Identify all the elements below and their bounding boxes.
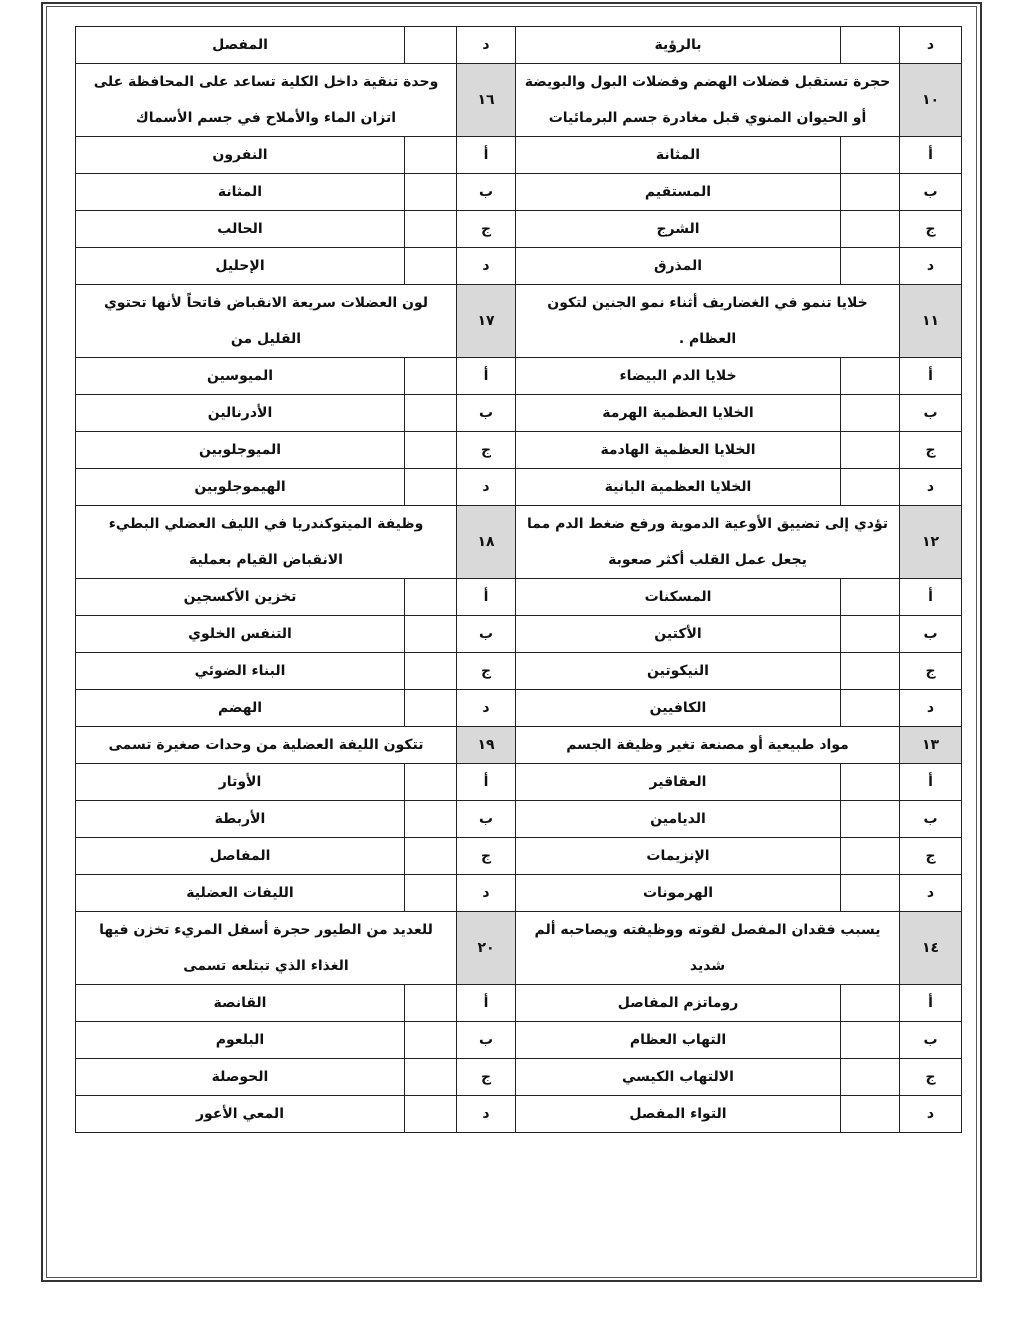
option-row bbox=[76, 248, 962, 285]
option-row bbox=[76, 616, 962, 653]
option-text: الإنزيمات bbox=[516, 838, 841, 875]
option-letter: ب bbox=[900, 616, 962, 653]
answer-blank bbox=[841, 137, 900, 174]
question-row bbox=[76, 506, 962, 579]
option-letter: ب bbox=[457, 395, 516, 432]
option-letter: أ bbox=[457, 579, 516, 616]
option-text: الديامين bbox=[516, 801, 841, 838]
answer-blank bbox=[841, 211, 900, 248]
question-number: ١١ bbox=[900, 285, 962, 358]
option-letter: ج bbox=[457, 432, 516, 469]
option-text: بالرؤية bbox=[516, 27, 841, 64]
answer-blank bbox=[405, 875, 457, 912]
option-text: المسكنات bbox=[516, 579, 841, 616]
option-row bbox=[76, 137, 962, 174]
footer-fragment bbox=[96, 1306, 156, 1320]
option-text: التنفس الخلوي bbox=[76, 616, 405, 653]
option-letter: د bbox=[457, 875, 516, 912]
question-row bbox=[76, 912, 962, 985]
option-text: الخلايا العظمية الهرمة bbox=[516, 395, 841, 432]
answer-blank bbox=[405, 1059, 457, 1096]
question-text: حجرة تستقبل فضلات الهضم وفضلات البول والبويضة أو الحيوان المنوي قبل مغادرة جسم البرمائيات bbox=[516, 64, 900, 137]
option-letter: د bbox=[900, 27, 962, 64]
answer-blank bbox=[841, 1022, 900, 1059]
answer-blank bbox=[841, 469, 900, 506]
option-text: المفصل bbox=[76, 27, 405, 64]
answer-blank bbox=[405, 432, 457, 469]
answer-blank bbox=[405, 1022, 457, 1059]
option-text: خلايا الدم البيضاء bbox=[516, 358, 841, 395]
option-text: الميوجلوبين bbox=[76, 432, 405, 469]
option-row bbox=[76, 1059, 962, 1096]
answer-blank bbox=[405, 395, 457, 432]
option-row bbox=[76, 579, 962, 616]
option-text: المعي الأعور bbox=[76, 1096, 405, 1133]
option-text: الكافيين bbox=[516, 690, 841, 727]
option-text: الخلايا العظمية البانية bbox=[516, 469, 841, 506]
answer-blank bbox=[405, 248, 457, 285]
option-letter: د bbox=[457, 690, 516, 727]
option-text: المثانة bbox=[76, 174, 405, 211]
option-letter: د bbox=[457, 248, 516, 285]
option-letter: د bbox=[900, 690, 962, 727]
question-text: تتكون الليفة العضلية من وحدات صغيرة تسمى bbox=[76, 727, 457, 764]
questions-table-body bbox=[76, 27, 962, 1133]
option-text: النفرون bbox=[76, 137, 405, 174]
option-letter: ج bbox=[457, 653, 516, 690]
answer-blank bbox=[841, 248, 900, 285]
option-text: تخزين الأكسجين bbox=[76, 579, 405, 616]
question-text: وظيفة الميتوكندريا في الليف العضلي البطيء الانقباض القيام بعملية bbox=[76, 506, 457, 579]
answer-blank bbox=[841, 579, 900, 616]
question-number: ١٤ bbox=[900, 912, 962, 985]
answer-blank bbox=[841, 838, 900, 875]
question-text: للعديد من الطيور حجرة أسفل المريء تخزن فيها الغذاء الذي تبتلعه تسمى bbox=[76, 912, 457, 985]
answer-blank bbox=[405, 27, 457, 64]
answer-blank bbox=[405, 211, 457, 248]
option-letter: ب bbox=[900, 1022, 962, 1059]
answer-blank bbox=[405, 764, 457, 801]
answer-blank bbox=[841, 653, 900, 690]
answer-blank bbox=[841, 432, 900, 469]
question-number: ١٦ bbox=[457, 64, 516, 137]
question-row bbox=[76, 727, 962, 764]
option-text: روماتزم المفاصل bbox=[516, 985, 841, 1022]
option-letter: أ bbox=[900, 579, 962, 616]
option-text: الحوصلة bbox=[76, 1059, 405, 1096]
option-row bbox=[76, 764, 962, 801]
option-text: الالتهاب الكيسي bbox=[516, 1059, 841, 1096]
option-letter: ج bbox=[457, 211, 516, 248]
option-letter: ج bbox=[900, 653, 962, 690]
answer-blank bbox=[405, 801, 457, 838]
option-row bbox=[76, 985, 962, 1022]
answer-blank bbox=[405, 137, 457, 174]
option-row bbox=[76, 395, 962, 432]
option-row bbox=[76, 838, 962, 875]
answer-blank bbox=[405, 358, 457, 395]
option-letter: أ bbox=[900, 985, 962, 1022]
question-number: ١٠ bbox=[900, 64, 962, 137]
question-number: ١٨ bbox=[457, 506, 516, 579]
option-letter: ج bbox=[900, 211, 962, 248]
option-text: التهاب العظام bbox=[516, 1022, 841, 1059]
question-number: ١٢ bbox=[900, 506, 962, 579]
answer-blank bbox=[841, 1059, 900, 1096]
option-text: التواء المفصل bbox=[516, 1096, 841, 1133]
option-row bbox=[76, 358, 962, 395]
option-letter: د bbox=[900, 248, 962, 285]
option-text: الخلايا العظمية الهادمة bbox=[516, 432, 841, 469]
option-text: الأكتين bbox=[516, 616, 841, 653]
option-row bbox=[76, 432, 962, 469]
option-letter: ب bbox=[900, 395, 962, 432]
option-text: المذرق bbox=[516, 248, 841, 285]
option-text: الشرج bbox=[516, 211, 841, 248]
answer-blank bbox=[405, 616, 457, 653]
answer-blank bbox=[841, 395, 900, 432]
option-row bbox=[76, 27, 962, 64]
option-letter: د bbox=[900, 875, 962, 912]
option-letter: أ bbox=[457, 137, 516, 174]
option-text: الأربطة bbox=[76, 801, 405, 838]
option-letter: ج bbox=[900, 1059, 962, 1096]
question-text: تؤدي إلى تضييق الأوعية الدموية ورفع ضغط الدم مما يجعل عمل القلب أكثر صعوبة bbox=[516, 506, 900, 579]
option-text: الإحليل bbox=[76, 248, 405, 285]
option-letter: أ bbox=[457, 985, 516, 1022]
option-letter: أ bbox=[900, 137, 962, 174]
option-text: الحالب bbox=[76, 211, 405, 248]
option-text: المفاصل bbox=[76, 838, 405, 875]
answer-blank bbox=[841, 801, 900, 838]
answer-blank bbox=[841, 875, 900, 912]
option-row bbox=[76, 211, 962, 248]
option-text: الميوسين bbox=[76, 358, 405, 395]
answer-blank bbox=[841, 1096, 900, 1133]
option-letter: د bbox=[457, 469, 516, 506]
option-letter: ب bbox=[900, 174, 962, 211]
option-text: النيكوتين bbox=[516, 653, 841, 690]
option-text: البناء الضوئي bbox=[76, 653, 405, 690]
option-letter: د bbox=[900, 469, 962, 506]
option-text: العقاقير bbox=[516, 764, 841, 801]
question-number: ٢٠ bbox=[457, 912, 516, 985]
answer-blank bbox=[841, 358, 900, 395]
option-row bbox=[76, 1096, 962, 1133]
question-text: لون العضلات سريعة الانقباض فاتحاً لأنها تحتوي القليل من bbox=[76, 285, 457, 358]
option-text: الهضم bbox=[76, 690, 405, 727]
question-text: يسبب فقدان المفصل لقوته ووظيفته ويصاحبه ألم شديد bbox=[516, 912, 900, 985]
question-row bbox=[76, 285, 962, 358]
option-letter: ب bbox=[457, 1022, 516, 1059]
answer-blank bbox=[405, 469, 457, 506]
answer-blank bbox=[405, 985, 457, 1022]
option-letter: ج bbox=[900, 432, 962, 469]
option-letter: ب bbox=[457, 801, 516, 838]
option-text: المستقيم bbox=[516, 174, 841, 211]
option-text: المثانة bbox=[516, 137, 841, 174]
option-row bbox=[76, 653, 962, 690]
option-letter: د bbox=[900, 1096, 962, 1133]
question-text: خلايا تنمو في الغضاريف أثناء نمو الجنين لتكون العظام . bbox=[516, 285, 900, 358]
option-text: الهرمونات bbox=[516, 875, 841, 912]
option-letter: ج bbox=[900, 838, 962, 875]
option-row bbox=[76, 801, 962, 838]
option-letter: ب bbox=[900, 801, 962, 838]
option-letter: ب bbox=[457, 616, 516, 653]
answer-blank bbox=[841, 174, 900, 211]
option-text: القانصة bbox=[76, 985, 405, 1022]
question-number: ١٩ bbox=[457, 727, 516, 764]
option-row bbox=[76, 1022, 962, 1059]
option-letter: أ bbox=[900, 764, 962, 801]
option-text: الأوتار bbox=[76, 764, 405, 801]
answer-blank bbox=[841, 27, 900, 64]
answer-blank bbox=[405, 838, 457, 875]
answer-blank bbox=[405, 1096, 457, 1133]
option-letter: د bbox=[457, 1096, 516, 1133]
option-letter: أ bbox=[457, 764, 516, 801]
option-text: الليفات العضلية bbox=[76, 875, 405, 912]
question-text: مواد طبيعية أو مصنعة تغير وظيفة الجسم bbox=[516, 727, 900, 764]
option-letter: أ bbox=[900, 358, 962, 395]
option-row bbox=[76, 469, 962, 506]
answer-blank bbox=[405, 653, 457, 690]
option-text: البلعوم bbox=[76, 1022, 405, 1059]
questions-table bbox=[75, 26, 962, 1133]
option-row bbox=[76, 690, 962, 727]
answer-blank bbox=[405, 579, 457, 616]
answer-blank bbox=[841, 616, 900, 653]
question-row bbox=[76, 64, 962, 137]
option-row bbox=[76, 875, 962, 912]
question-text: وحدة تنقية داخل الكلية تساعد على المحافظة على اتزان الماء والأملاح في جسم الأسماك bbox=[76, 64, 457, 137]
option-row bbox=[76, 174, 962, 211]
option-letter: ج bbox=[457, 838, 516, 875]
option-letter: ب bbox=[457, 174, 516, 211]
answer-blank bbox=[405, 690, 457, 727]
answer-blank bbox=[405, 174, 457, 211]
option-letter: أ bbox=[457, 358, 516, 395]
option-text: الأدرنالين bbox=[76, 395, 405, 432]
answer-blank bbox=[841, 985, 900, 1022]
question-number: ١٧ bbox=[457, 285, 516, 358]
option-letter: د bbox=[457, 27, 516, 64]
question-number: ١٣ bbox=[900, 727, 962, 764]
answer-blank bbox=[841, 764, 900, 801]
answer-blank bbox=[841, 690, 900, 727]
option-letter: ج bbox=[457, 1059, 516, 1096]
option-text: الهيموجلوبين bbox=[76, 469, 405, 506]
